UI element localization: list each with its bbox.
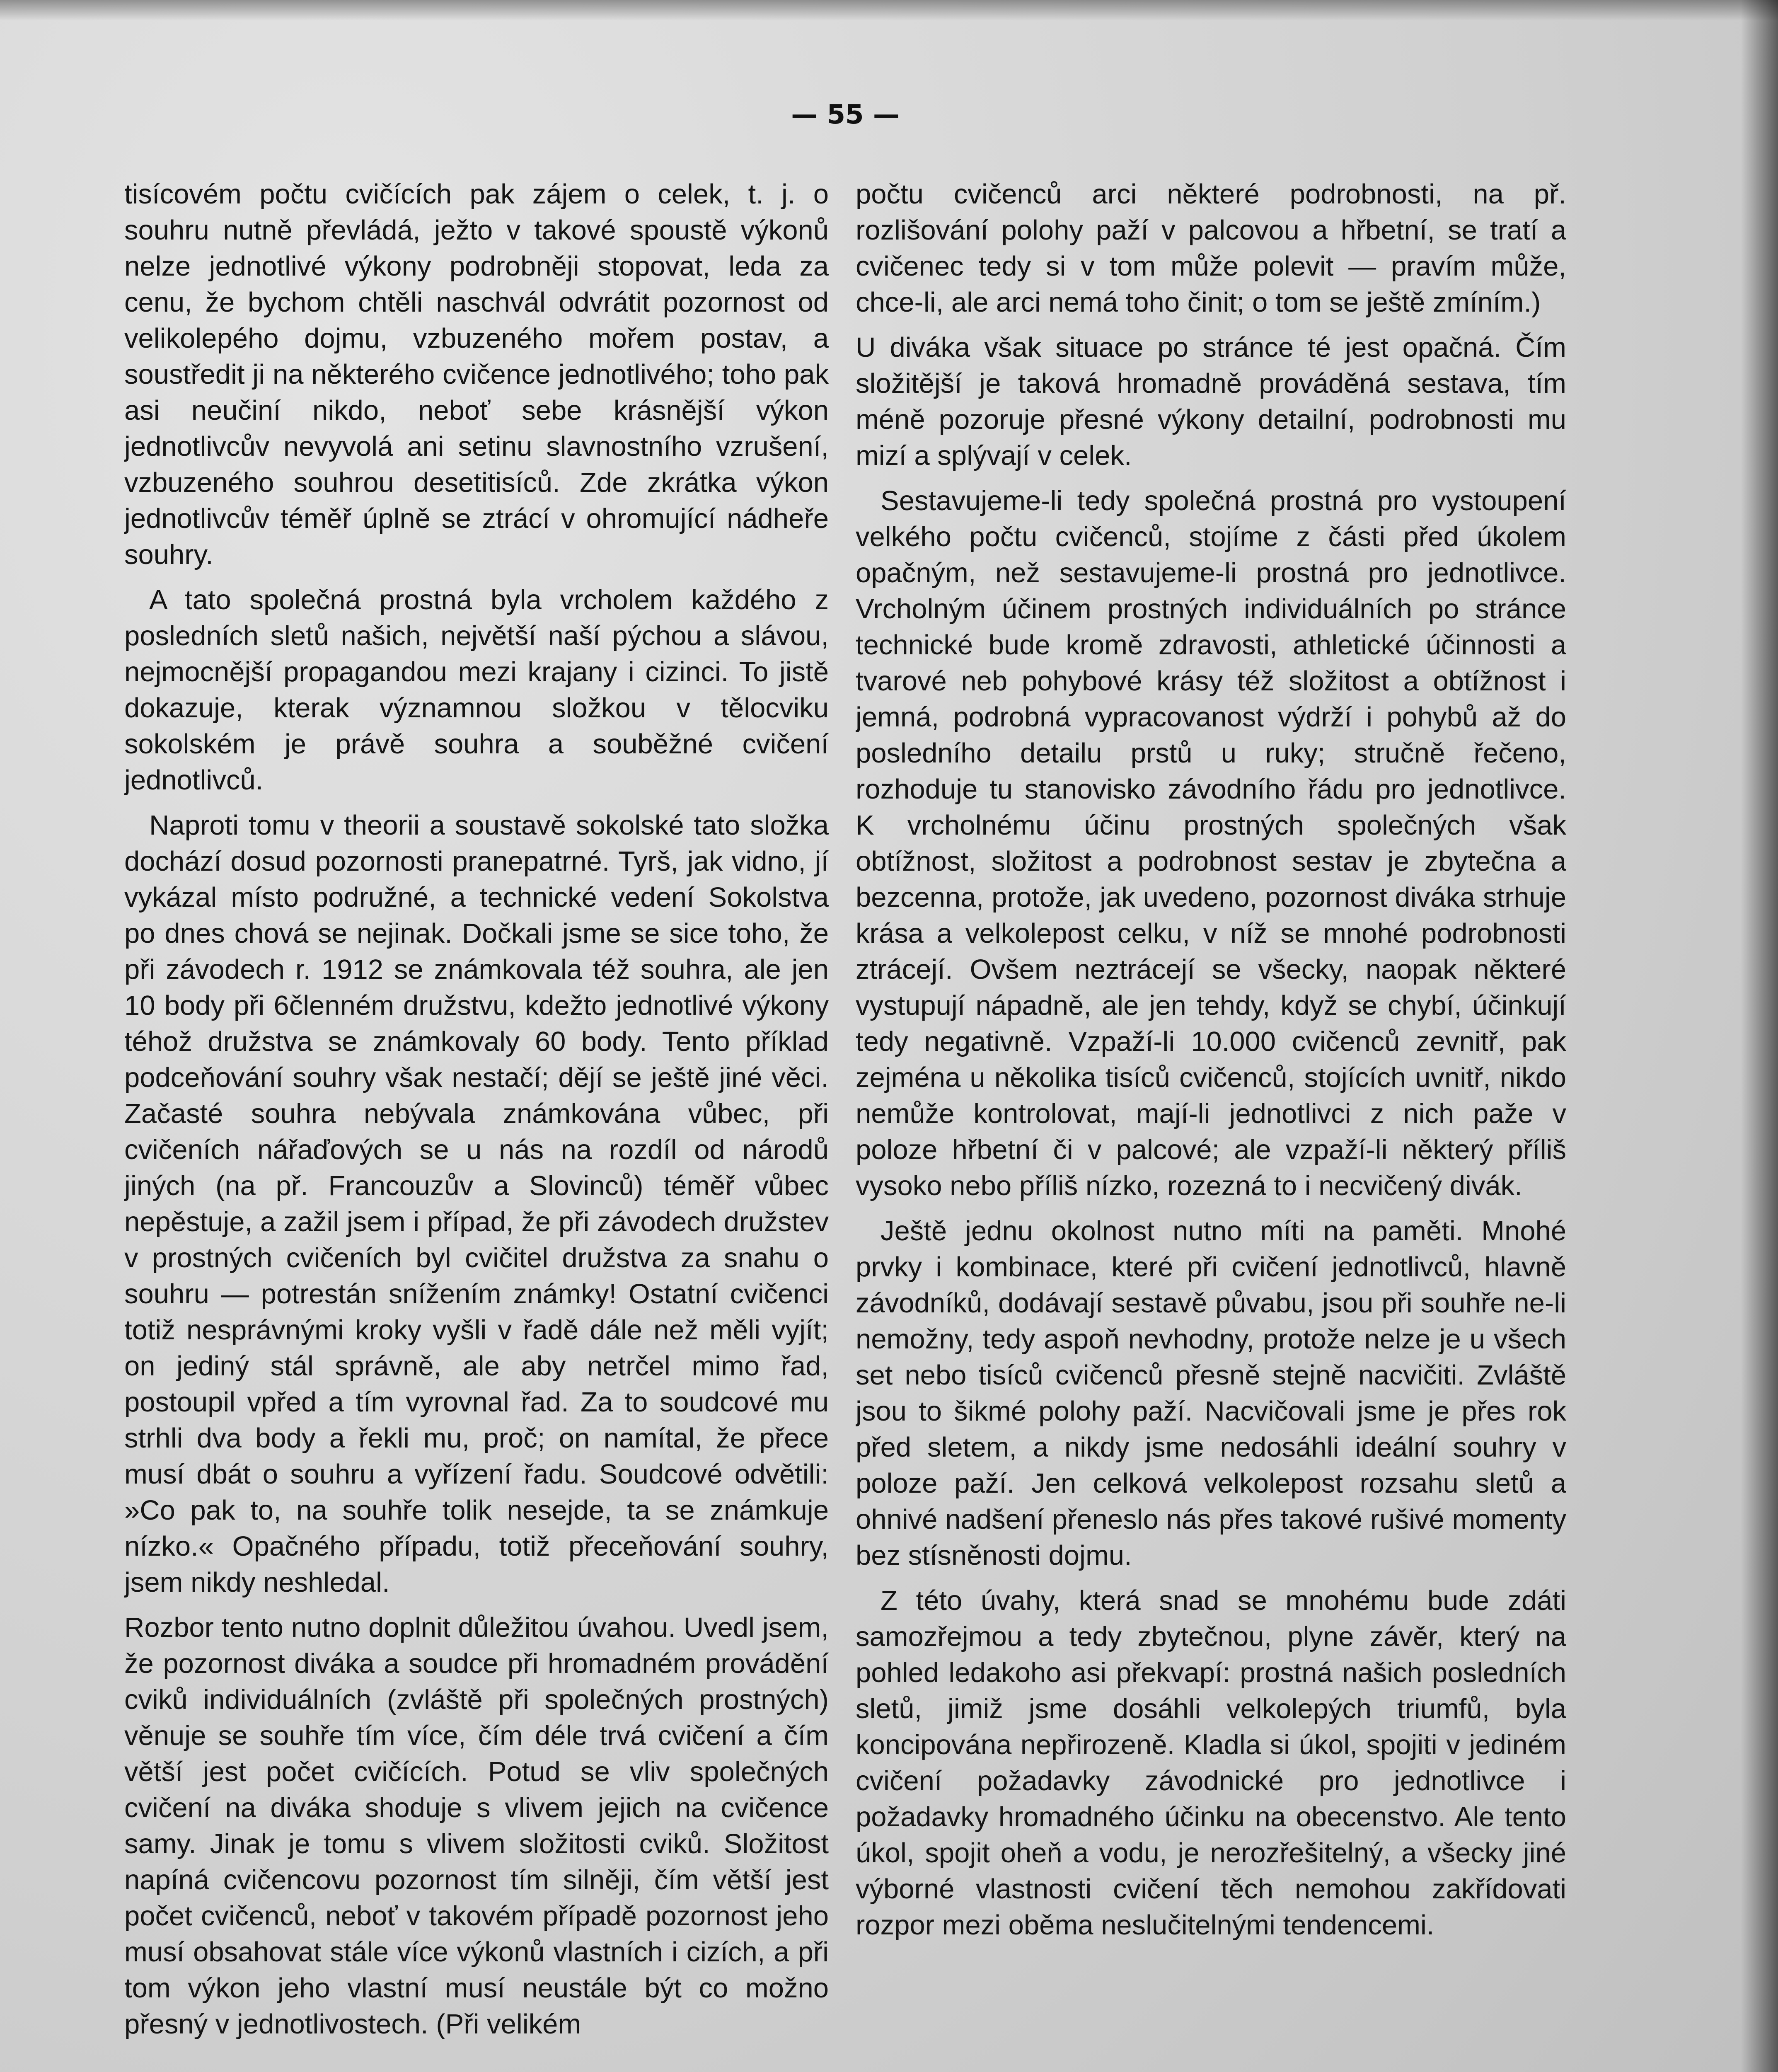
right-column <box>856 176 1566 2072</box>
paragraph: Naproti tomu v theorii a soustavě sokolské tato složka dochází dosud pozornosti pranepatrné. Tyrš, jak vidno, jí vykázal místo podružné, a technické vedení Sokolstva po dnes chová se nejinak. Dočkali jsme se sice toho, že při závodech r. 1912 se známkovala též souhra, ale jen 10 body při 6členném družstvu, kdežto jednotlivé výkony téhož družstva se známkovaly 60 body. Tento příklad podceňování souhry však nestačí; dějí se ještě jiné věci. Začasté souhra nebývala známkována vůbec, při cvičeních nářaďových se u nás na rozdíl od národů jiných (na př. Francouzův a Slovinců) téměř vůbec nepěstuje, a zažil jsem i případ, že při závodech družstev v prostných cvičeních byl cvičitel družstva za snahu o souhru — potrestán snížením známky! Ostatní cvičenci totiž nesprávnými kroky vyšli v řadě dále než měli vyjít; on jediný stál správně, ale aby netrčel mimo řad, postoupil vpřed a tím vyrovnal řad. Za to soudcové mu strhli dva body a řekli mu, proč; on namítal, že přece musí dbát o souhru a vyřízení řadu. Soudcové odvětili: »Co pak to, na souhře tolik nesejde, ta se známkuje nízko.« Opačného případu, totiž přeceňování souhry, jsem nikdy neshledal. <box>124 810 829 1598</box>
scan-shadow-right <box>1741 0 1778 2072</box>
paragraph: tisícovém počtu cvičících pak zájem o celek, t. j. o souhru nutně převládá, ježto v takové spoustě výkonů nelze jednotlivé výkony podrobněji stopovat, leda za cenu, že bychom chtěli naschvál odvrátit pozornost od velikolepého dojmu, vzbuzeného mořem postav, a soustředit ji na některého cvičence jednotlivého; toho pak asi neučiní nikdo, neboť sebe krásnější výkon jednotlivcův nevyvolá ani setinu slavnostního vzrušení, vzbuzeného souhrou desetitisíců. Zde zkrátka výkon jednotlivcův téměř úplně se ztrácí v ohromující nádheře souhry. <box>124 179 829 570</box>
paragraph: počtu cvičenců arci některé podrobnosti, na př. rozlišování polohy paží v palcovou a hřbetní, se tratí a cvičenec tedy si v tom může polevit — pravím může, chce-li, ale arci nemá toho činit; o tom se ještě zmíním.) <box>856 179 1566 318</box>
page-number: — 55 — <box>791 99 900 130</box>
scan-shadow-top <box>0 0 1778 21</box>
paragraph: Rozbor tento nutno doplnit důležitou úvahou. Uvedl jsem, že pozornost diváka a soudce při hromadném provádění cviků individuálních (zvláště při společných prostných) věnuje se souhře tím více, čím déle trvá cvičení a čím větší jest počet cvičících. Potud se vliv společných cvičení na diváka shoduje s vlivem jejich na cvičence samy. Jinak je tomu s vlivem složitosti cviků. Složitost napíná cvičencovu pozornost tím silněji, čím větší jest počet cvičenců, neboť v takovém případě pozornost jeho musí obsahovat stále více výkonů vlastních i cizích, a při tom výkon jeho vlastní musí neustále být co možno přesný v jednotlivostech. (Při velikém <box>124 1612 829 2040</box>
left-column <box>124 176 829 2072</box>
paragraph: Ještě jednu okolnost nutno míti na paměti. Mnohé prvky i kombinace, které při cvičení jednotlivců, hlavně závodníků, dodávají sestavě půvabu, jsou při souhře ne-li nemožny, tedy aspoň nevhodny, protože nelze je u všech set nebo tisíců cvičenců přesně stejně nacvičiti. Zvláště jsou to šikmé polohy paží. Nacvičovali jsme je přes rok před sletem, a nikdy jsme nedosáhli ideální souhry v poloze paží. Jen celková velkolepost rozsahu sletů a ohnivé nadšení přeneslo nás přes takové rušivé momenty bez stísněnosti dojmu. <box>856 1215 1566 1571</box>
paragraph: Z této úvahy, která snad se mnohému bude zdáti samozřejmou a tedy zbytečnou, plyne závěr, který na pohled ledakoho asi překvapí: prostná našich posledních sletů, jimiž jsme dosáhli velkolepých triumfů, byla koncipována nepřirozeně. Kladla si úkol, spojiti v jediném cvičení požadavky závodnické pro jednotlivce i požadavky hromadného účinku na obecenstvo. Ale tento úkol, spojit oheň a vodu, je nerozřešitelný, a všecky jiné výborné vlastnosti cvičení těch nemohou zakřídovati rozpor mezi oběma neslučitelnými tendencemi. <box>856 1585 1566 1941</box>
paragraph: U diváka však situace po stránce té jest opačná. Čím složitější je taková hromadně prováděná sestava, tím méně pozoruje přesné výkony detailní, podrobnosti mu mizí a splývají v celek. <box>856 332 1566 471</box>
paragraph: A tato společná prostná byla vrcholem každého z posledních sletů našich, největší naší pýchou a slávou, nejmocnější propagandou mezi krajany i cizinci. To jistě dokazuje, kterak významnou složkou v tělocviku sokolském je právě souhra a souběžné cvičení jednotlivců. <box>124 584 829 796</box>
paragraph: Sestavujeme-li tedy společná prostná pro vystoupení velkého počtu cvičenců, stojíme z části před úkolem opačným, než sestavujeme-li prostná pro jednotlivce. Vrcholným účinem prostných individuálních po stránce technické bude kromě zdravosti, athletické účinnosti a tvarové neb pohybové krásy též složitost a obtížnost i jemná, podrobná vypracovanost výdrží i pohybů až do posledního detailu prstů u ruky; stručně řečeno, rozhoduje tu stanovisko závodního řádu pro jednotlivce. K vrcholnému účinu prostných společných však obtížnost, složitost a podrobnost sestav je zbytečna a bezcenna, protože, jak uvedeno, pozornost diváka strhuje krása a velkolepost celku, v níž se mnohé podrobnosti ztrácejí. Ovšem neztrácejí se všecky, naopak některé vystupují nápadně, ale jen tehdy, když se chybí, účinkují tedy negativně. Vzpaží-li 10.000 cvičenců zevnitř, pak zejména u několika tisíců cvičenců, stojících uvnitř, nikdo nemůže kontrolovat, mají-li jednotlivci z nich paže v poloze hřbetní či v palcové; ale vzpaží-li některý příliš vysoko nebo příliš nízko, rozezná to i necvičený divák. <box>856 485 1566 1201</box>
